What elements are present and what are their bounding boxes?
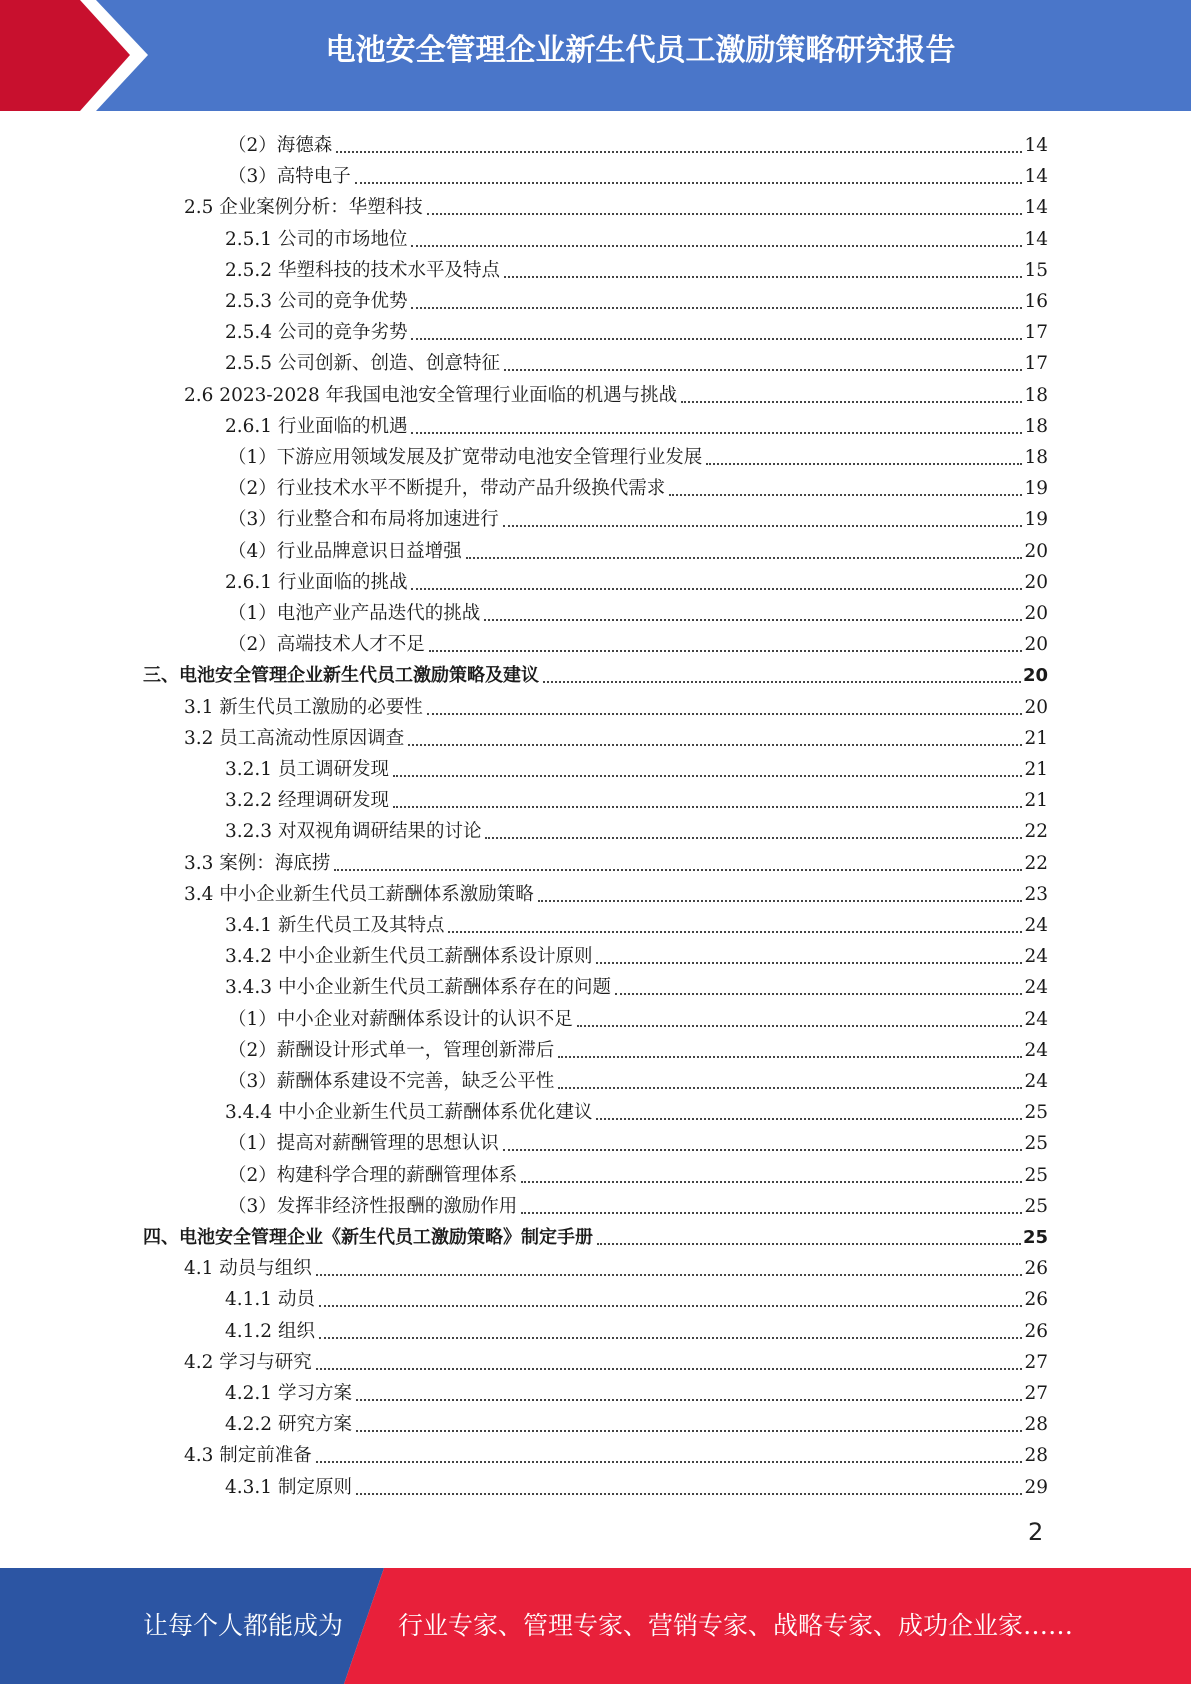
- toc-entry[interactable]: [184, 1344, 1048, 1375]
- toc-entry[interactable]: [225, 345, 1048, 376]
- toc-entry-page: 26: [1024, 1258, 1048, 1280]
- toc-entry-title: （3）发挥非经济性报酬的激励作用: [228, 1195, 518, 1217]
- toc-leader-dots: [543, 681, 1021, 683]
- toc-entry[interactable]: [184, 689, 1048, 720]
- footer-slogan-left: 让每个人都能成为: [143, 1611, 344, 1640]
- toc-entry-title: 3.2.3 对双视角调研结果的讨论: [225, 821, 482, 843]
- toc-leader-dots: [681, 401, 1022, 403]
- toc-entry-page: 24: [1024, 915, 1048, 936]
- toc-entry-title: 3.4.4 中小企业新生代员工薪酬体系优化建议: [225, 1102, 593, 1124]
- toc-entry-title: 四、电池安全管理企业《新生代员工激励策略》制定手册: [143, 1227, 593, 1248]
- toc-entry[interactable]: [225, 938, 1048, 969]
- toc-entry-page: 18: [1024, 447, 1048, 468]
- toc-entry-page: 18: [1024, 415, 1048, 437]
- toc-entry-page: 20: [1024, 540, 1048, 562]
- toc-entry[interactable]: [228, 626, 1048, 657]
- toc-entry[interactable]: [228, 158, 1048, 189]
- toc-entry-title: 2.5 企业案例分析：华塑科技: [184, 197, 423, 219]
- toc-entry[interactable]: [225, 1406, 1048, 1437]
- toc-entry-page: 20: [1022, 665, 1048, 687]
- toc-leader-dots: [597, 1243, 1021, 1245]
- toc-entry-page: 27: [1024, 1351, 1048, 1373]
- toc-entry[interactable]: [143, 1219, 1048, 1250]
- toc-entry-page: 14: [1024, 135, 1048, 156]
- toc-leader-dots: [427, 213, 1023, 215]
- toc-entry-title: 2.6.1 行业面临的挑战: [225, 571, 408, 593]
- toc-leader-dots: [504, 276, 1022, 278]
- toc-entry-page: 14: [1024, 197, 1048, 219]
- toc-entry[interactable]: [184, 876, 1048, 907]
- toc-entry-page: 24: [1024, 946, 1048, 968]
- toc-leader-dots: [596, 1118, 1022, 1120]
- toc-entry-title: 4.1.2 组织: [225, 1320, 315, 1342]
- toc-entry-page: 20: [1024, 603, 1048, 624]
- toc-entry[interactable]: [228, 501, 1048, 532]
- toc-entry[interactable]: [184, 189, 1048, 220]
- toc-entry[interactable]: [225, 782, 1048, 813]
- toc-entry-title: （2）薪酬设计形式单一，管理创新滞后: [228, 1039, 555, 1061]
- toc-entry-page: 26: [1024, 1320, 1048, 1342]
- toc-entry[interactable]: [225, 1094, 1048, 1125]
- toc-entry-page: 20: [1024, 571, 1048, 593]
- toc-entry[interactable]: [228, 533, 1048, 564]
- toc-leader-dots: [521, 1212, 1022, 1214]
- toc-entry-page: 28: [1024, 1414, 1048, 1436]
- toc-leader-dots: [336, 151, 1022, 153]
- toc-leader-dots: [319, 1337, 1023, 1339]
- toc-entry-title: （2）高端技术人才不足: [228, 634, 425, 656]
- toc-entry[interactable]: [184, 720, 1048, 751]
- toc-entry-title: 3.4.3 中小企业新生代员工薪酬体系存在的问题: [225, 977, 611, 999]
- toc-entry-title: 2.5.4 公司的竞争劣势: [225, 322, 408, 344]
- toc-entry-page: 14: [1024, 228, 1048, 250]
- toc-entry-page: 22: [1024, 852, 1048, 874]
- toc-entry-page: 17: [1024, 322, 1048, 344]
- toc-entry-page: 24: [1024, 977, 1048, 999]
- toc-leader-dots: [558, 1056, 1022, 1058]
- toc-entry[interactable]: [225, 1469, 1048, 1500]
- toc-leader-dots: [558, 1087, 1022, 1089]
- toc-entry-title: （2）行业技术水平不断提升，带动产品升级换代需求: [228, 478, 666, 500]
- toc-entry-page: 21: [1024, 727, 1048, 749]
- toc-leader-dots: [596, 962, 1022, 964]
- toc-entry[interactable]: [228, 1063, 1048, 1094]
- page-header: [0, 0, 1191, 111]
- toc-entry-title: 3.1 新生代员工激励的必要性: [184, 696, 423, 718]
- toc-entry-title: 3.2.2 经理调研发现: [225, 790, 389, 812]
- toc-entry[interactable]: [225, 813, 1048, 844]
- toc-entry[interactable]: [228, 439, 1048, 470]
- toc-entry-title: （3）薪酬体系建设不完善，缺乏公平性: [228, 1071, 555, 1092]
- toc-leader-dots: [319, 1305, 1023, 1307]
- toc-entry-title: 2.5.1 公司的市场地位: [225, 228, 408, 250]
- toc-entry-title: 4.1 动员与组织: [184, 1258, 312, 1280]
- toc-entry-page: 19: [1024, 509, 1048, 531]
- toc-entry-page: 25: [1024, 1195, 1048, 1217]
- toc-entry-title: （1）下游应用领域发展及扩宽带动电池安全管理行业发展: [228, 447, 703, 468]
- toc-entry-title: （1）提高对薪酬管理的思想认识: [228, 1133, 499, 1155]
- toc-leader-dots: [411, 307, 1022, 309]
- toc-entry[interactable]: [184, 377, 1048, 408]
- toc-entry-page: 28: [1024, 1445, 1048, 1467]
- toc-entry-page: 20: [1024, 634, 1048, 656]
- toc-entry-page: 24: [1024, 1039, 1048, 1061]
- toc-entry[interactable]: [143, 657, 1048, 688]
- toc-entry[interactable]: [228, 1125, 1048, 1156]
- toc-entry-title: （2）构建科学合理的薪酬管理体系: [228, 1164, 518, 1186]
- toc-entry-title: 3.4 中小企业新生代员工薪酬体系激励策略: [184, 883, 534, 905]
- toc-leader-dots: [356, 1493, 1023, 1495]
- toc-leader-dots: [316, 1461, 1023, 1463]
- toc-entry-title: 三、电池安全管理企业新生代员工激励策略及建议: [143, 665, 539, 687]
- toc-leader-dots: [411, 338, 1022, 340]
- toc-entry-page: 24: [1024, 1071, 1048, 1092]
- toc-entry-title: 4.2.2 研究方案: [225, 1414, 352, 1436]
- toc-entry-page: 23: [1024, 883, 1048, 905]
- toc-leader-dots: [615, 993, 1022, 995]
- toc-entry[interactable]: [225, 1375, 1048, 1406]
- toc-entry[interactable]: [225, 969, 1048, 1000]
- toc-entry-title: 2.5.3 公司的竞争优势: [225, 291, 408, 312]
- toc-leader-dots: [356, 1399, 1023, 1401]
- toc-entry[interactable]: [225, 252, 1048, 283]
- toc-entry-title: （1）电池产业产品迭代的挑战: [228, 603, 481, 624]
- toc-entry-title: 4.2 学习与研究: [184, 1351, 312, 1373]
- toc-entry-title: 4.3 制定前准备: [184, 1445, 312, 1467]
- toc-entry-page: 16: [1024, 291, 1048, 312]
- toc-entry-title: 4.2.1 学习方案: [225, 1383, 352, 1404]
- toc-entry[interactable]: [228, 1188, 1048, 1219]
- toc-leader-dots: [316, 1368, 1023, 1370]
- toc-entry[interactable]: [225, 283, 1048, 314]
- toc-entry-page: 27: [1024, 1383, 1048, 1404]
- toc-entry-page: 19: [1024, 478, 1048, 500]
- toc-entry-title: 4.3.1 制定原则: [225, 1476, 352, 1498]
- toc-entry[interactable]: [228, 127, 1048, 158]
- toc-entry-page: 17: [1024, 353, 1048, 375]
- toc-entry[interactable]: [225, 221, 1048, 252]
- toc-leader-dots: [485, 837, 1022, 839]
- toc-entry-title: 2.5.5 公司创新、创造、创意特征: [225, 353, 500, 375]
- toc-entry-page: 21: [1024, 790, 1048, 812]
- toc-entry[interactable]: [225, 314, 1048, 345]
- toc-leader-dots: [355, 182, 1023, 184]
- toc-leader-dots: [706, 463, 1022, 465]
- toc-entry-page: 29: [1024, 1476, 1048, 1498]
- toc-entry-page: 20: [1024, 696, 1048, 718]
- toc-leader-dots: [316, 1274, 1023, 1276]
- toc-leader-dots: [408, 744, 1022, 746]
- toc-entry[interactable]: [184, 1250, 1048, 1281]
- header-title: 电池安全管理企业新生代员工激励策略研究报告: [325, 33, 956, 68]
- toc-entry-page: 25: [1024, 1102, 1048, 1124]
- toc-entry-title: （2）海德森: [228, 135, 333, 156]
- toc-leader-dots: [466, 557, 1023, 559]
- toc-leader-dots: [504, 369, 1022, 371]
- toc-leader-dots: [484, 619, 1022, 621]
- toc-entry-title: 2.6.1 行业面临的机遇: [225, 415, 408, 437]
- toc-entry[interactable]: [225, 751, 1048, 782]
- toc-entry-page: 24: [1024, 1008, 1048, 1030]
- page-footer: [0, 1568, 1191, 1684]
- toc-entry-page: 22: [1024, 821, 1048, 843]
- toc-entry[interactable]: [225, 1281, 1048, 1312]
- toc-leader-dots: [411, 588, 1022, 590]
- toc-entry-page: 26: [1024, 1289, 1048, 1311]
- toc-entry[interactable]: [225, 408, 1048, 439]
- toc-entry-title: 2.6 2023-2028 年我国电池安全管理行业面临的机遇与挑战: [184, 384, 678, 406]
- toc-entry-page: 15: [1024, 259, 1048, 281]
- toc-entry-page: 18: [1024, 384, 1048, 406]
- toc-entry-title: 3.2.1 员工调研发现: [225, 759, 389, 780]
- toc-entry[interactable]: [225, 907, 1048, 938]
- toc-entry-title: 3.3 案例：海底捞: [184, 852, 331, 874]
- toc-entry-title: （4）行业品牌意识日益增强: [228, 540, 462, 562]
- toc-leader-dots: [503, 525, 1023, 527]
- toc-entry[interactable]: [225, 1313, 1048, 1344]
- toc-entry[interactable]: [228, 595, 1048, 626]
- toc-entry[interactable]: [225, 564, 1048, 595]
- toc-entry-title: 3.4.1 新生代员工及其特点: [225, 915, 445, 936]
- toc-entry-title: （3）行业整合和布局将加速进行: [228, 509, 499, 531]
- toc-entry-title: 4.1.1 动员: [225, 1289, 315, 1311]
- toc-leader-dots: [429, 650, 1023, 652]
- toc-entry[interactable]: [228, 470, 1048, 501]
- toc-entry[interactable]: [228, 1157, 1048, 1188]
- toc-entry-page: 25: [1024, 1164, 1048, 1186]
- toc-leader-dots: [334, 869, 1022, 871]
- toc-leader-dots: [669, 494, 1022, 496]
- toc-entry-title: 2.5.2 华塑科技的技术水平及特点: [225, 259, 500, 281]
- toc-entry-title: （3）高特电子: [228, 166, 351, 188]
- toc-leader-dots: [503, 1149, 1023, 1151]
- toc-entry[interactable]: [228, 1032, 1048, 1063]
- footer-slogan-right: 行业专家、管理专家、营销专家、战略专家、成功企业家……: [398, 1611, 1074, 1640]
- toc-entry-title: 3.2 员工高流动性原因调查: [184, 727, 405, 749]
- toc-entry-page: 14: [1024, 166, 1048, 188]
- toc-entry-page: 21: [1024, 759, 1048, 780]
- toc-leader-dots: [411, 245, 1022, 247]
- toc-leader-dots: [393, 806, 1022, 808]
- toc-leader-dots: [577, 1025, 1023, 1027]
- toc-leader-dots: [448, 931, 1022, 933]
- toc-entry-page: 25: [1022, 1227, 1048, 1248]
- toc-entry[interactable]: [228, 1001, 1048, 1032]
- toc-entry-title: 3.4.2 中小企业新生代员工薪酬体系设计原则: [225, 946, 593, 968]
- toc-entry[interactable]: [184, 845, 1048, 876]
- toc-entry-title: （1）中小企业对薪酬体系设计的认识不足: [228, 1008, 573, 1030]
- toc-entry-page: 25: [1024, 1133, 1048, 1155]
- toc-entry[interactable]: [184, 1437, 1048, 1468]
- toc-leader-dots: [356, 1430, 1023, 1432]
- toc-leader-dots: [538, 900, 1023, 902]
- toc-leader-dots: [521, 1181, 1022, 1183]
- toc-leader-dots: [427, 713, 1023, 715]
- toc-leader-dots: [411, 432, 1022, 434]
- toc-leader-dots: [393, 775, 1022, 777]
- page-number: 2: [1028, 1518, 1044, 1546]
